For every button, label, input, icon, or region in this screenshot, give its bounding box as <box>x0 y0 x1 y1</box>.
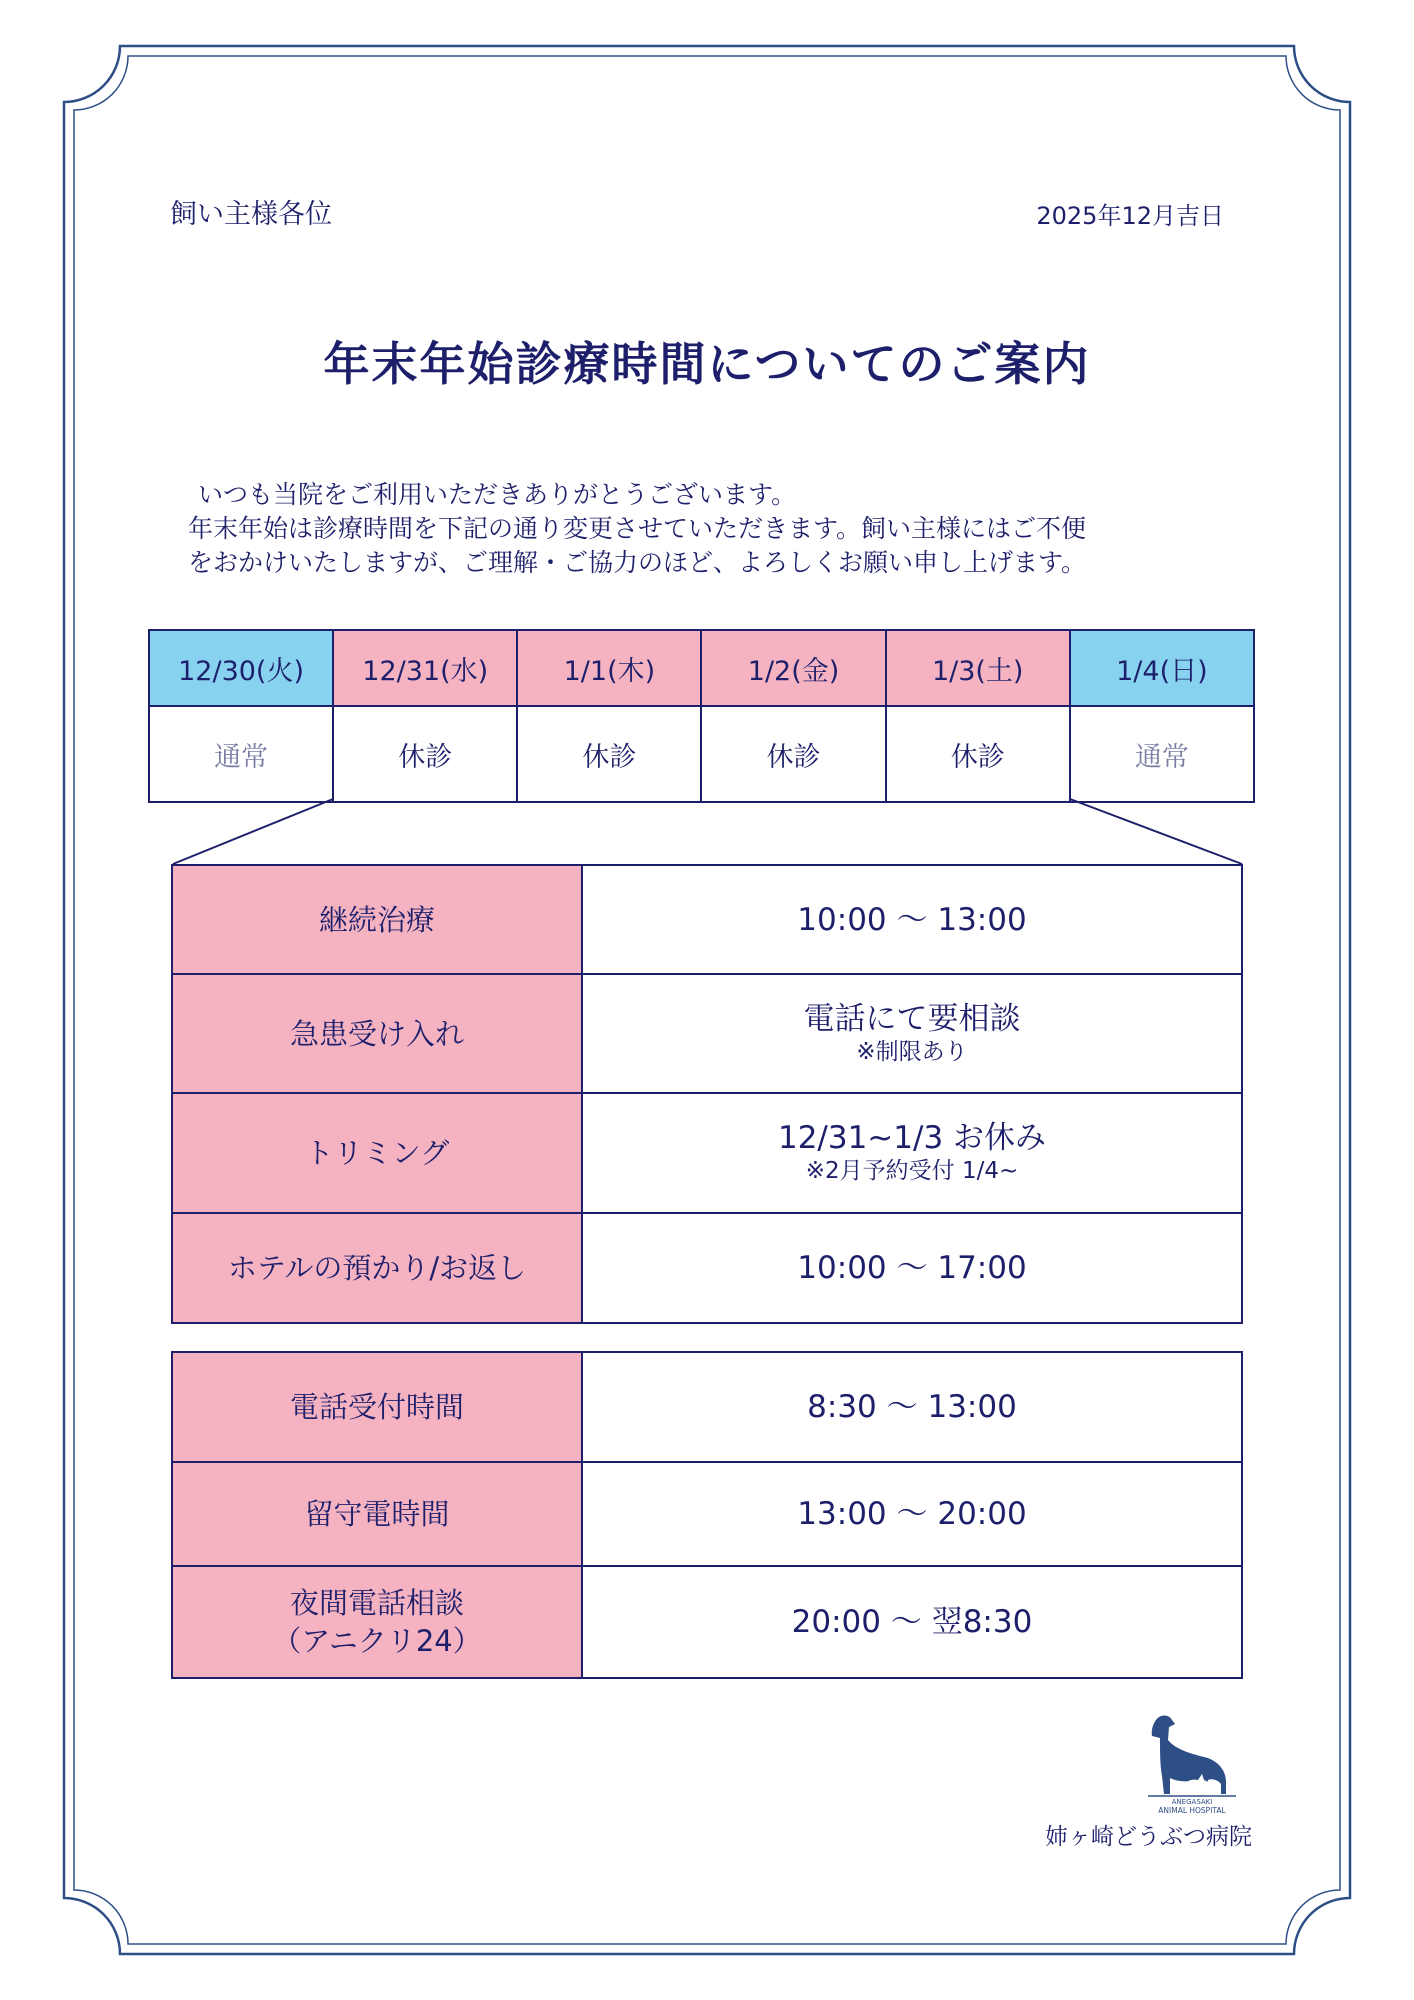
service-note: ※制限あり <box>856 1038 968 1065</box>
service-label: 継続治療 <box>172 865 582 974</box>
schedule-date-cell: 1/3(土) <box>886 630 1070 706</box>
phone-hours-table <box>171 1351 1243 1679</box>
service-row <box>172 1093 1242 1213</box>
schedule-status-cell: 通常 <box>149 706 333 802</box>
service-time: 12/31~1/3 お休み <box>777 1120 1047 1156</box>
service-row <box>172 865 1242 974</box>
service-row <box>172 974 1242 1093</box>
logo-text: ANIMAL HOSPITAL <box>1158 1806 1226 1815</box>
schedule-date-cell: 12/30(火) <box>149 630 333 706</box>
schedule-status-cell: 休診 <box>333 706 517 802</box>
schedule-status-cell: 通常 <box>1070 706 1254 802</box>
phone-label-sub: （アニクリ24） <box>272 1624 482 1658</box>
intro-line: いつも当院をご利用いただきありがとうございます。 <box>198 480 797 509</box>
service-time: 10:00 ～ 17:00 <box>797 1250 1027 1286</box>
closed-days-services-table <box>171 864 1243 1324</box>
schedule-status-cell: 休診 <box>517 706 701 802</box>
service-row <box>172 1213 1242 1323</box>
hospital-name: 姉ヶ崎どうぶつ病院 <box>1045 1824 1252 1850</box>
service-time: 10:00 ～ 13:00 <box>797 901 1027 938</box>
phone-row <box>172 1462 1242 1566</box>
phone-label: 留守電時間 <box>172 1462 582 1566</box>
phone-row <box>172 1566 1242 1678</box>
logo-text: ANEGASAKI <box>1171 1798 1213 1806</box>
service-value <box>582 1093 1242 1213</box>
schedule-date-cell: 1/2(金) <box>701 630 885 706</box>
phone-row <box>172 1352 1242 1462</box>
schedule-date-cell: 1/1(木) <box>517 630 701 706</box>
page-title: 年末年始診療時間についてのご案内 <box>323 337 1091 391</box>
hospital-logo <box>1142 1710 1242 1815</box>
phone-label-main: 夜間電話相談 <box>289 1586 464 1620</box>
phone-value: 8:30 ～ 13:00 <box>582 1352 1242 1462</box>
intro-line: をおかけいたしますが、ご理解・ご協力のほど、よろしくお願い申し上げます。 <box>188 548 1087 577</box>
schedule-date-cell: 1/4(日) <box>1070 630 1254 706</box>
service-label: 急患受け入れ <box>172 974 582 1093</box>
service-note: ※2月予約受付 1/4~ <box>805 1158 1019 1184</box>
schedule-date-cell: 12/31(水) <box>333 630 517 706</box>
recipient-greeting: 飼い主様各位 <box>170 199 332 230</box>
service-label: トリミング <box>172 1093 582 1213</box>
service-value <box>582 1213 1242 1323</box>
notice-date: 2025年12月吉日 <box>1036 202 1224 230</box>
service-time: 電話にて要相談 <box>803 1000 1021 1037</box>
service-value <box>582 865 1242 974</box>
schedule-status-cell: 休診 <box>886 706 1070 802</box>
intro-line: 年末年始は診療時間を下記の通り変更させていただきます。飼い主様にはご不便 <box>188 514 1087 543</box>
schedule-status-cell: 休診 <box>701 706 885 802</box>
phone-label <box>172 1566 582 1678</box>
service-value <box>582 974 1242 1093</box>
phone-value: 20:00 ～ 翌8:30 <box>582 1566 1242 1678</box>
service-label: ホテルの預かり/お返し <box>172 1213 582 1323</box>
phone-value: 13:00 ～ 20:00 <box>582 1462 1242 1566</box>
phone-label: 電話受付時間 <box>172 1352 582 1462</box>
